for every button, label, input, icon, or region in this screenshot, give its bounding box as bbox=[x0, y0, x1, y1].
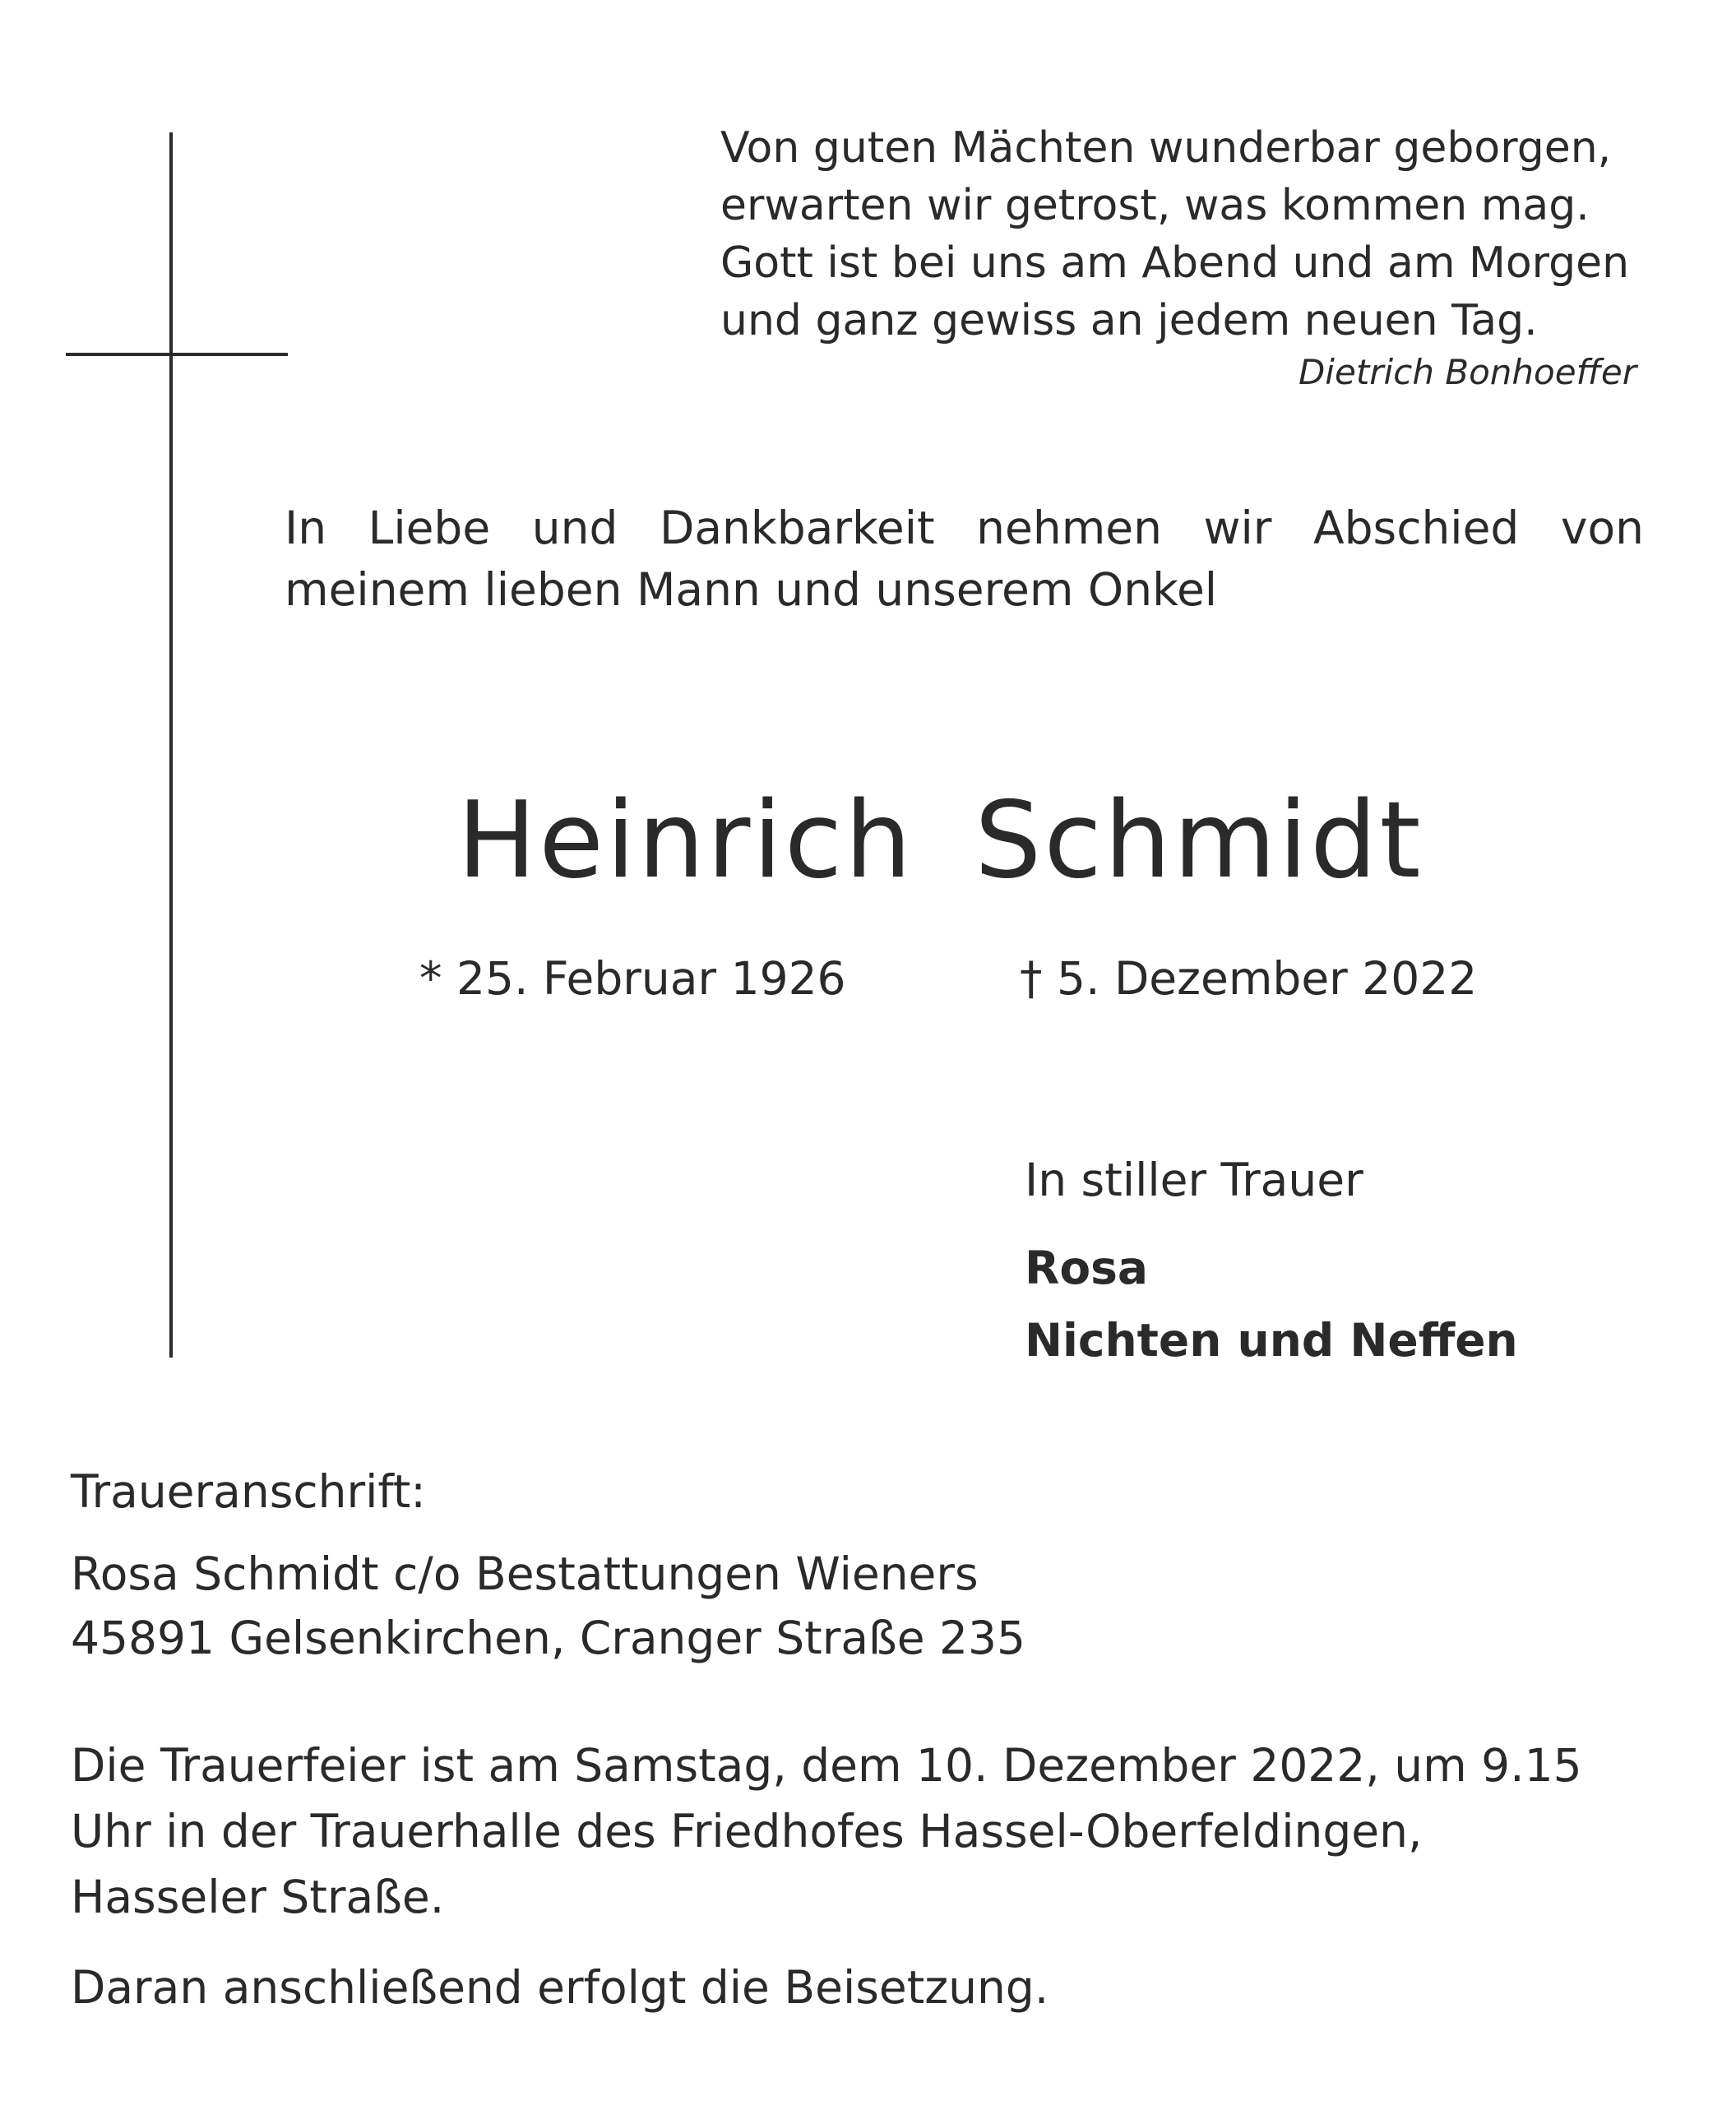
poem bbox=[720, 119, 1629, 349]
intro-word: Liebe bbox=[368, 502, 491, 554]
ceremony-info bbox=[71, 1733, 1582, 1930]
poem-line: Von guten Mächten wunderbar geborgen, bbox=[720, 123, 1612, 173]
intro-line-1 bbox=[285, 497, 1644, 559]
intro-word: Dankbarkeit bbox=[659, 502, 935, 554]
death-date: † 5. Dezember 2022 bbox=[1020, 952, 1478, 1005]
poem-line: erwarten wir getrost, was kommen mag. bbox=[720, 181, 1590, 230]
mourner-name: Rosa bbox=[1025, 1242, 1148, 1294]
intro-word: In bbox=[285, 502, 327, 554]
mourning-intro: In stiller Trauer bbox=[1025, 1154, 1363, 1206]
ceremony-line: Die Trauerfeier ist am Samstag, dem 10. Dezember 2022, um 9.15 bbox=[71, 1739, 1582, 1792]
cross-vertical-bar bbox=[169, 132, 173, 1358]
ceremony-line: Hasseler Straße. bbox=[71, 1871, 445, 1923]
poem-line: und ganz gewiss an jedem neuen Tag. bbox=[720, 296, 1538, 345]
cross-horizontal-bar bbox=[66, 353, 288, 356]
ceremony-line: Uhr in der Trauerhalle des Friedhofes Hassel-Oberfeldingen, bbox=[71, 1805, 1423, 1857]
poem-line: Gott ist bei uns am Abend und am Morgen bbox=[720, 238, 1630, 288]
poem-author: Dietrich Bonhoeffer bbox=[1298, 352, 1636, 392]
address-line: 45891 Gelsenkirchen, Cranger Straße 235 bbox=[71, 1612, 1025, 1664]
birth-date: * 25. Februar 1926 bbox=[419, 952, 846, 1005]
mourner-name: Nichten und Neffen bbox=[1025, 1314, 1518, 1367]
address-line: Rosa Schmidt c/o Bestattungen Wieners bbox=[71, 1548, 979, 1600]
intro-line-2: meinem lieben Mann und unserem Onkel bbox=[285, 563, 1218, 616]
intro-word: von bbox=[1560, 502, 1644, 554]
address-label: Traueranschrift: bbox=[71, 1465, 426, 1518]
burial-note: Daran anschließend erfolgt die Beisetzung. bbox=[71, 1961, 1049, 2014]
mourning-address bbox=[71, 1542, 1025, 1670]
intro-word: Abschied bbox=[1313, 502, 1520, 554]
intro-text bbox=[285, 497, 1644, 621]
intro-word: wir bbox=[1203, 502, 1272, 554]
intro-word: und bbox=[531, 502, 618, 554]
intro-word: nehmen bbox=[976, 502, 1162, 554]
deceased-name: Heinrich Schmidt bbox=[457, 780, 1424, 902]
